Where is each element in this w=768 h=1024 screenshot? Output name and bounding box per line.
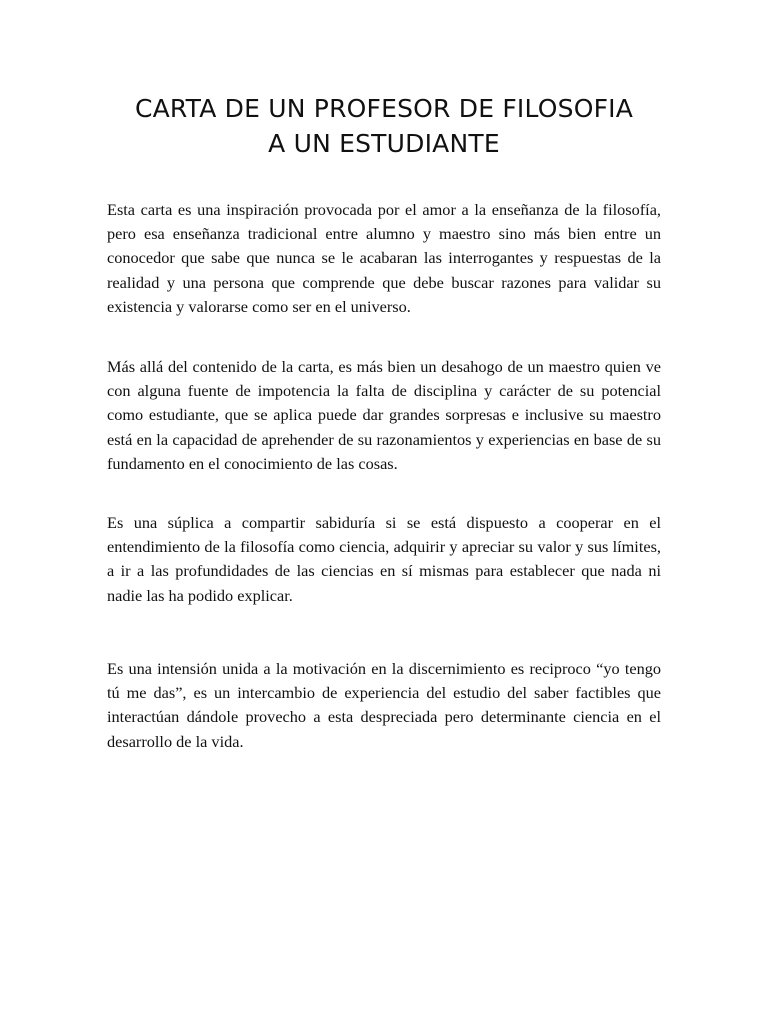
title-line-1: CARTA DE UN PROFESOR DE FILOSOFIA [134, 94, 634, 123]
title-line-2: A UN ESTUDIANTE [268, 129, 500, 158]
document-title [60, 91, 708, 161]
paragraph-4: Es una intensión unida a la motivación en la discernimiento es reciproco “yo tengo tú me das”, es un intercambio de experiencia del estudio del saber factibles que interactúan dándole provecho a esta despreciada pero determinante ciencia en el desarrollo de la vida. [107, 659, 661, 751]
paragraph-3: Es una súplica a compartir sabiduría si se está dispuesto a cooperar en el entendimiento de la filosofía como ciencia, adquirir y apreciar su valor y sus límites, a ir a las profundidades de las ciencias en sí mismas para establecer que nada ni nadie las ha podido explicar. [107, 513, 661, 605]
paragraph-1: Esta carta es una inspiración provocada por el amor a la enseñanza de la filosofía, pero esa enseñanza tradicional entre alumno y maestro sino más bien entre un conocedor que sabe que nunca se le acabaran las interrogantes y respuestas de la realidad y una persona que comprende que debe buscar razones para validar su existencia y valorarse como ser en el universo. [107, 200, 661, 316]
paragraph-2: Más allá del contenido de la carta, es más bien un desahogo de un maestro quien ve con alguna fuente de impotencia la falta de disciplina y carácter de su potencial como estudiante, que se aplica puede dar grandes sorpresas e inclusive su maestro está en la capacidad de aprehender de su razonamientos y experiencias en base de su fundamento en el conocimiento de las cosas. [107, 357, 661, 473]
